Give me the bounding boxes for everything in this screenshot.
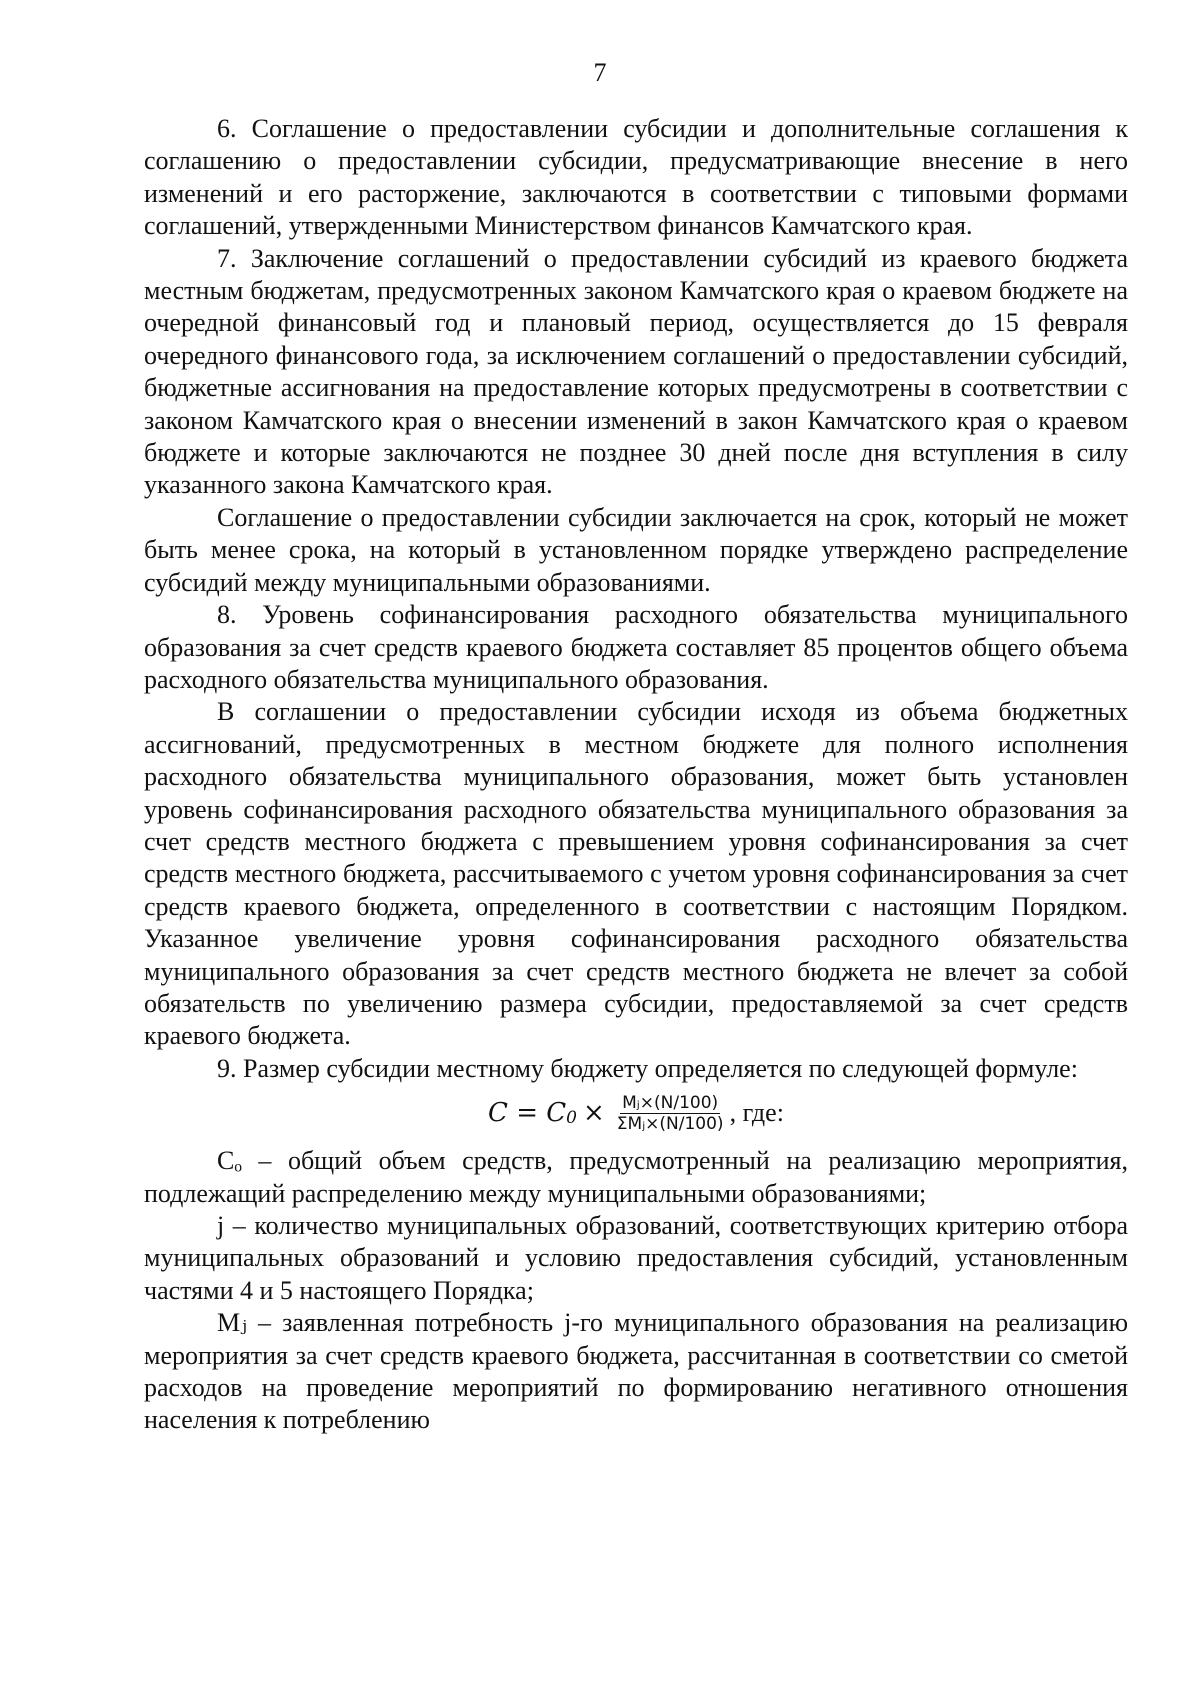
formula-numerator: Mⱼ×(N/100) <box>622 1092 719 1113</box>
paragraph-8-cofinancing-level: 8. Уровень софинансирования расходного обязательства муниципального образования за счет средств краевого бюджета составляет 85 процентов общего объема расходного обязательства муниципального образования. <box>144 600 1128 694</box>
document-body <box>144 113 1128 1437</box>
paragraph-agreement-term: Соглашение о предоставлении субсидии заключается на срок, который не может быть менее срока, на который в установленном порядке утверждено распределение субсидий между муниципальными образованиями. <box>144 502 1128 597</box>
paragraph-6-agreement-forms: 6. Соглашение о предоставлении субсидии и дополнительные соглашения к соглашению о предоставлении субсидии, предусматривающие внесение в него изменений и его расторжение, заключаются в соответствии с типовыми формами соглашений, утвержденными Министерством финансов Камчатского края. <box>144 114 1128 241</box>
formula-lhs: C = C <box>488 1097 567 1128</box>
definition-j: j – количество муниципальных образований, соответствующих критерию отбора муниципальных образований и условию предоставления субсидий, установленным частями 4 и 5 настоящего Порядка; <box>144 1211 1128 1305</box>
formula-lhs-subscript: 0 <box>566 1107 577 1128</box>
definition-mj: Mⱼ – заявленная потребность j-го муниципального образования на реализацию мероприятия за счет средств краевого бюджета, рассчитанная в соответствии со сметой расходов на проведение мероприятий по формированию негативного отношения населения к потреблению <box>144 1308 1128 1435</box>
subsidy-formula <box>144 1087 1128 1139</box>
definition-c0: Cₒ – общий объем средств, предусмотренный на реализацию мероприятия, подлежащий распределению между муниципальными образованиями; <box>144 1146 1128 1208</box>
formula-times: × <box>582 1097 605 1128</box>
formula-fraction <box>615 1093 726 1134</box>
formula-denominator: ΣMⱼ×(N/100) <box>616 1113 724 1134</box>
paragraph-cofinancing-increase: В соглашении о предоставлении субсидии исходя из объема бюджетных ассигнований, предусмотренных в местном бюджете для полного исполнения расходного обязательства муниципального образования, может быть установлен уровень софинансирования расходного обязательства муниципального образования за счет средств местного бюджета с превышением уровня софинансирования за счет средств местного бюджета, рассчитываемого с учетом уровня софинансирования за счет средств краевого бюджета, определенного в соответствии с настоящим Порядком. Указанное увеличение уровня софинансирования расходного обязательства муниципального образования за счет средств местного бюджета не влечет за собой обязательств по увеличению размера субсидии, предоставляемой за счет средств краевого бюджета. <box>144 697 1128 1051</box>
paragraph-9-subsidy-size: 9. Размер субсидии местному бюджету определяется по следующей формуле: <box>217 1053 1078 1083</box>
page-number: 7 <box>593 58 607 87</box>
formula-suffix: , где: <box>729 1097 784 1127</box>
paragraph-7-agreement-deadline: 7. Заключение соглашений о предоставлении субсидий из краевого бюджета местным бюджетам, предусмотренных законом Камчатского края о краевом бюджете на очередной финансовый год и плановый период, осуществляется до 15 февраля очередного финансового года, за исключением соглашений о предоставлении субсидий, бюджетные ассигнования на предоставление которых предусмотрены в соответствии с законом Камчатского края о внесении изменений в закон Камчатского края о краевом бюджете и которые заключаются не позднее 30 дней после дня вступления в силу указанного закона Камчатского края. <box>144 243 1128 500</box>
